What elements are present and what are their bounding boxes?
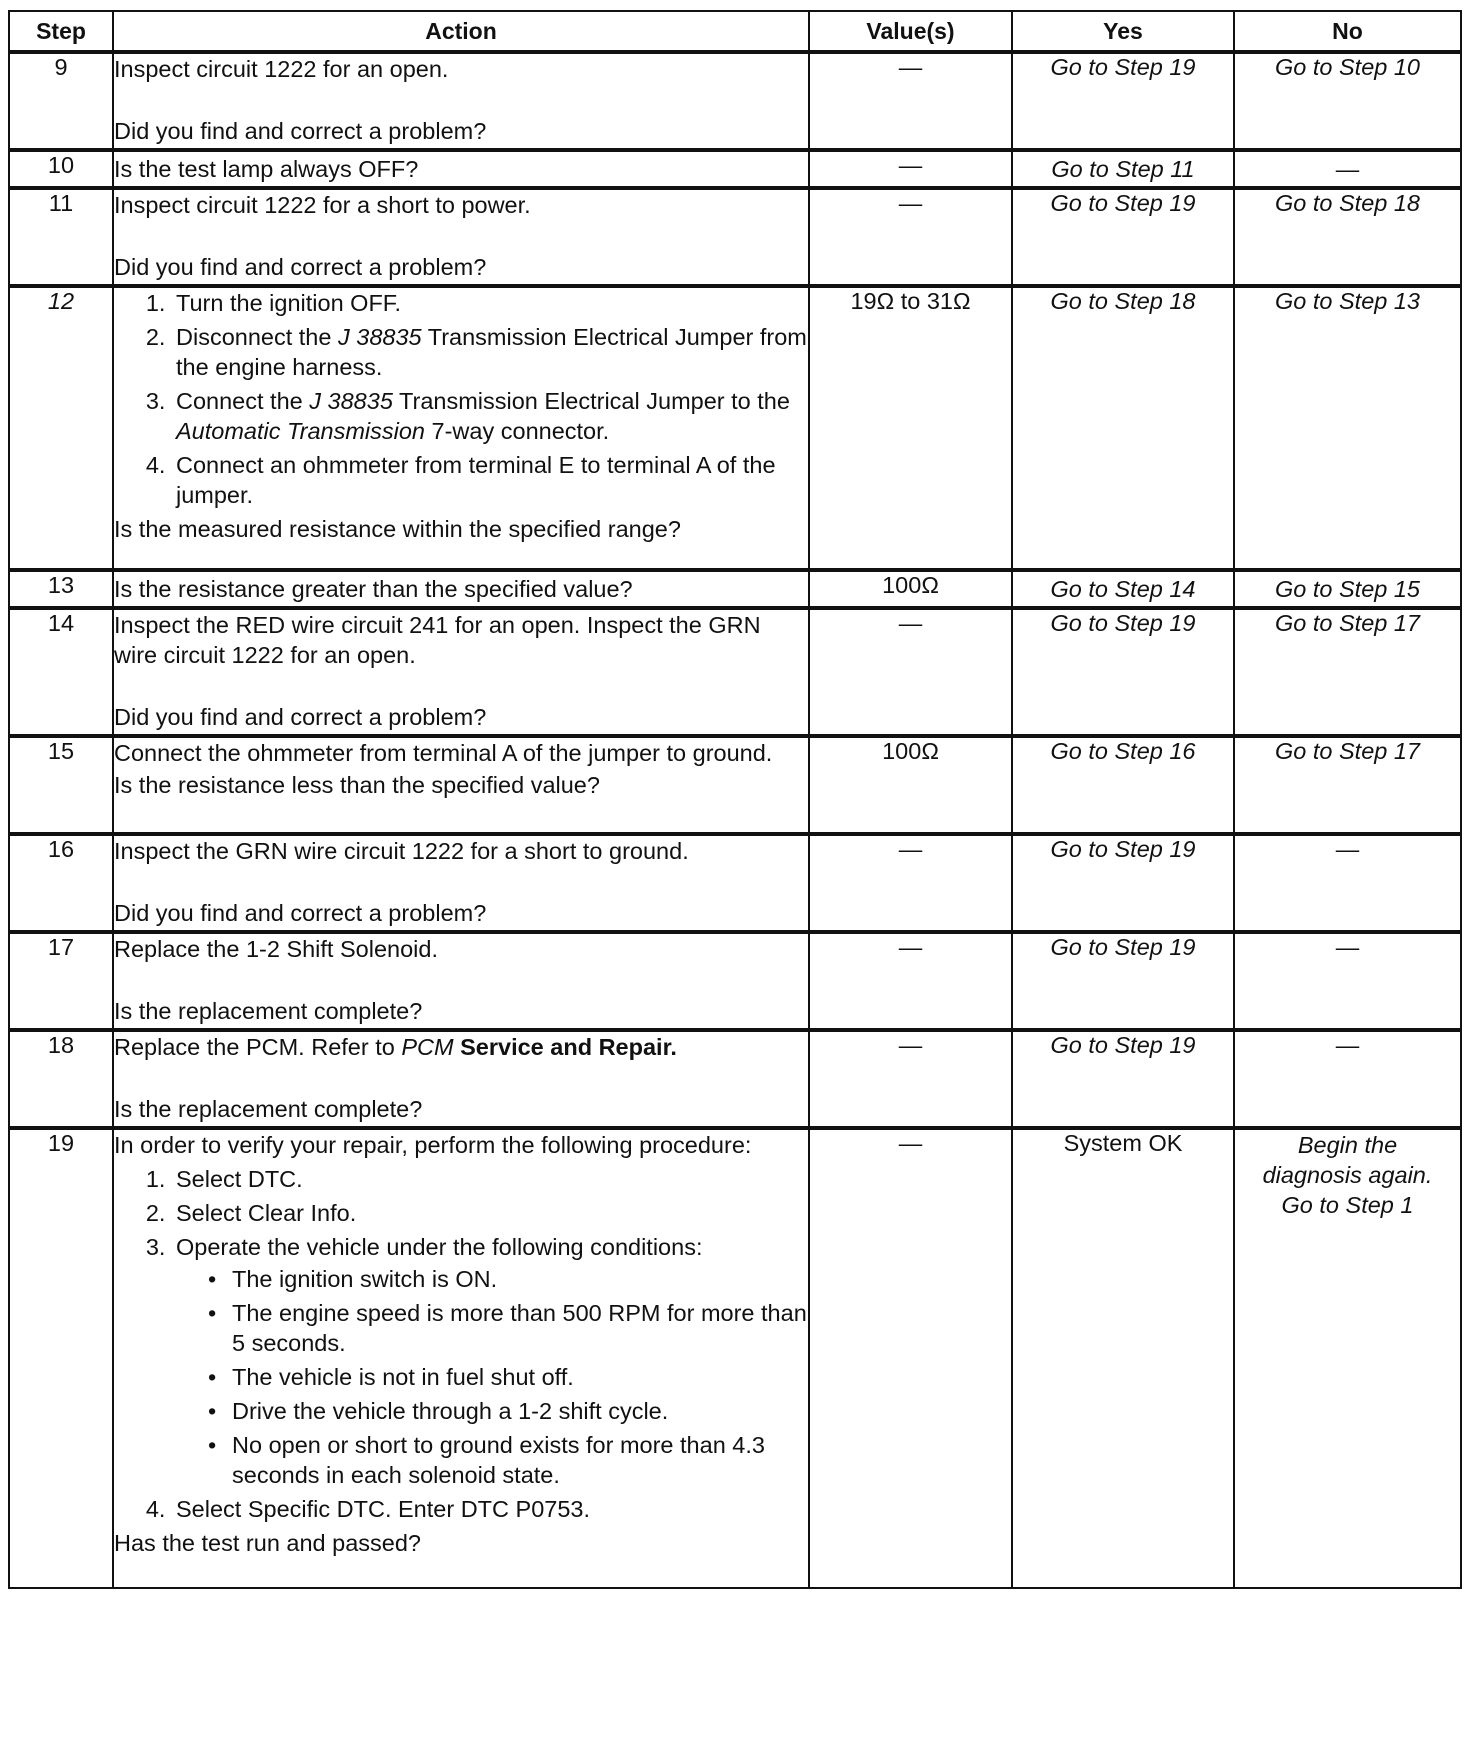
action-cell <box>113 608 809 736</box>
no-cell: — <box>1234 834 1461 932</box>
action-cell <box>113 150 809 188</box>
action-text: Is the resistance greater than the specified value? <box>114 576 633 602</box>
action-question: Did you find and correct a problem? <box>114 704 487 730</box>
value-cell: — <box>809 1128 1012 1588</box>
action-question: Did you find and correct a problem? <box>114 118 487 144</box>
table-row-step-13 <box>9 570 1461 608</box>
procedure-step-3: 3. Connect the J 38835 Transmission Electrical Jumper to the Automatic Transmission 7-way connector. <box>172 386 808 446</box>
action-question: Did you find and correct a problem? <box>114 254 487 280</box>
header-action: Action <box>113 11 809 52</box>
no-cell <box>1234 1128 1461 1588</box>
yes-cell: Go to Step 19 <box>1012 52 1234 150</box>
action-text: Inspect circuit 1222 for a short to power. <box>114 192 531 218</box>
action-cell <box>113 570 809 608</box>
yes-cell: Go to Step 14 <box>1012 570 1234 608</box>
step-number: 15 <box>9 736 113 834</box>
table-row-step-19 <box>9 1128 1461 1588</box>
step-number: 13 <box>9 570 113 608</box>
action-cell <box>113 1030 809 1128</box>
step-number: 19 <box>9 1128 113 1588</box>
action-cell <box>113 736 809 834</box>
table-header-row <box>9 11 1461 52</box>
value-cell: — <box>809 608 1012 736</box>
action-text: Inspect circuit 1222 for an open. <box>114 56 449 82</box>
value-cell: — <box>809 834 1012 932</box>
value-cell: 19Ω to 31Ω <box>809 286 1012 570</box>
value-cell: — <box>809 150 1012 188</box>
yes-cell: Go to Step 19 <box>1012 834 1234 932</box>
action-question: Is the replacement complete? <box>114 998 423 1024</box>
procedure-step-2: 2. Select Clear Info. <box>172 1198 808 1228</box>
header-values: Value(s) <box>809 11 1012 52</box>
condition-item: • The engine speed is more than 500 RPM for more than 5 seconds. <box>206 1298 808 1358</box>
value-cell: — <box>809 1030 1012 1128</box>
table-row-step-14 <box>9 608 1461 736</box>
step-number: 12 <box>9 286 113 570</box>
table-row-step-10 <box>9 150 1461 188</box>
header-step: Step <box>9 11 113 52</box>
procedure-step-1: 1. Select DTC. <box>172 1164 808 1194</box>
value-cell: — <box>809 52 1012 150</box>
table-row-step-18 <box>9 1030 1461 1128</box>
no-cell: Go to Step 10 <box>1234 52 1461 150</box>
value-cell: — <box>809 932 1012 1030</box>
table-row-step-11 <box>9 188 1461 286</box>
value-cell: 100Ω <box>809 570 1012 608</box>
yes-cell: Go to Step 16 <box>1012 736 1234 834</box>
condition-item: • Drive the vehicle through a 1-2 shift cycle. <box>206 1396 808 1426</box>
yes-cell: Go to Step 19 <box>1012 932 1234 1030</box>
action-cell <box>113 1128 809 1588</box>
action-cell <box>113 52 809 150</box>
no-cell: — <box>1234 932 1461 1030</box>
yes-cell: Go to Step 11 <box>1012 150 1234 188</box>
table-row-step-15 <box>9 736 1461 834</box>
table-row-step-12 <box>9 286 1461 570</box>
action-question: Is the measured resistance within the specified range? <box>114 516 681 542</box>
diagnostic-table-page <box>8 10 1460 1589</box>
action-text: Inspect the GRN wire circuit 1222 for a short to ground. <box>114 838 689 864</box>
yes-cell: Go to Step 19 <box>1012 1030 1234 1128</box>
header-yes: Yes <box>1012 11 1234 52</box>
table-row-step-9 <box>9 52 1461 150</box>
procedure-step-2: 2. Disconnect the J 38835 Transmission Electrical Jumper from the engine harness. <box>172 322 808 382</box>
table-row-step-17 <box>9 932 1461 1030</box>
no-line-1: Begin the <box>1297 1132 1398 1158</box>
step-number: 18 <box>9 1030 113 1128</box>
no-cell: — <box>1234 150 1461 188</box>
condition-item: • The vehicle is not in fuel shut off. <box>206 1362 808 1392</box>
value-cell: 100Ω <box>809 736 1012 834</box>
procedure-step-4: 4. Select Specific DTC. Enter DTC P0753. <box>172 1494 808 1524</box>
procedure-step-4: 4. Connect an ohmmeter from terminal E to terminal A of the jumper. <box>172 450 808 510</box>
action-cell <box>113 286 809 570</box>
action-text: Inspect the RED wire circuit 241 for an open. Inspect the GRN wire circuit 1222 for an open. <box>114 612 761 668</box>
action-text: Is the test lamp always OFF? <box>114 156 419 182</box>
action-text: Connect the ohmmeter from terminal A of the jumper to ground. <box>114 740 773 766</box>
header-no: No <box>1234 11 1461 52</box>
action-intro: In order to verify your repair, perform the following procedure: <box>114 1132 752 1158</box>
value-cell: — <box>809 188 1012 286</box>
step-number: 16 <box>9 834 113 932</box>
action-cell <box>113 834 809 932</box>
procedure-step-3: 3. Operate the vehicle under the following conditions: • The ignition switch is ON. • The engine speed is more than 500 RPM for more than 5 seconds. • The vehicle is not in fuel shut off. • Drive the vehicle through a 1-2 shift cycle. • No open or short to ground exists for more than 4.3 seconds in each solenoid state. <box>172 1232 808 1490</box>
no-line-3: Go to Step 1 <box>1281 1192 1414 1218</box>
action-question: Is the resistance less than the specified value? <box>114 772 600 798</box>
yes-cell: System OK <box>1012 1128 1234 1588</box>
action-cell <box>113 188 809 286</box>
no-cell: — <box>1234 1030 1461 1128</box>
step-number: 9 <box>9 52 113 150</box>
no-line-2: diagnosis again. <box>1262 1162 1433 1188</box>
action-question: Is the replacement complete? <box>114 1096 423 1122</box>
no-cell: Go to Step 15 <box>1234 570 1461 608</box>
yes-cell: Go to Step 19 <box>1012 188 1234 286</box>
action-text: Replace the 1-2 Shift Solenoid. <box>114 936 438 962</box>
no-cell: Go to Step 17 <box>1234 608 1461 736</box>
step-number: 14 <box>9 608 113 736</box>
step-number: 17 <box>9 932 113 1030</box>
condition-item: • The ignition switch is ON. <box>206 1264 808 1294</box>
action-question: Did you find and correct a problem? <box>114 900 487 926</box>
procedure-step-1: 1. Turn the ignition OFF. <box>172 288 808 318</box>
step-number: 10 <box>9 150 113 188</box>
condition-item: • No open or short to ground exists for more than 4.3 seconds in each solenoid state. <box>206 1430 808 1490</box>
no-cell: Go to Step 18 <box>1234 188 1461 286</box>
table-row-step-16 <box>9 834 1461 932</box>
action-cell <box>113 932 809 1030</box>
action-question: Has the test run and passed? <box>114 1530 422 1556</box>
action-text: Replace the PCM. Refer to PCM Service and Repair. <box>114 1034 677 1060</box>
yes-cell: Go to Step 19 <box>1012 608 1234 736</box>
no-cell: Go to Step 13 <box>1234 286 1461 570</box>
step-number: 11 <box>9 188 113 286</box>
no-cell: Go to Step 17 <box>1234 736 1461 834</box>
yes-cell: Go to Step 18 <box>1012 286 1234 570</box>
diagnostic-table <box>8 10 1462 1589</box>
